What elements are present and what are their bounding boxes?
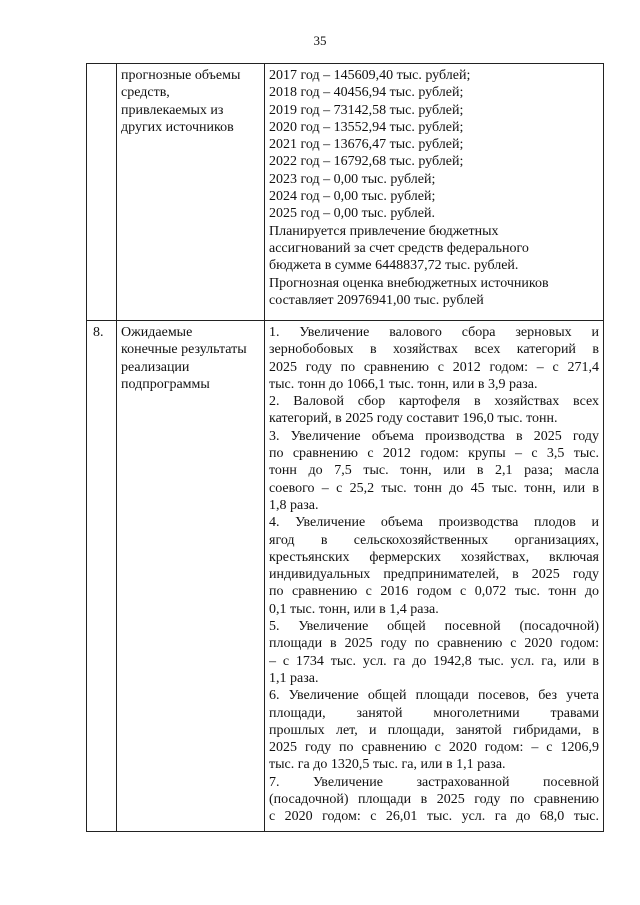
row-label bbox=[121, 321, 264, 393]
content-line: (посадочной) площади в 2025 году по сравнению bbox=[269, 792, 599, 808]
content-line: 2025 год – 0,00 тыс. рублей. bbox=[269, 206, 435, 222]
content-line: категорий, в 2025 году составит 196,0 тыс. тонн. bbox=[269, 411, 558, 427]
subprogram-passport-table bbox=[86, 63, 604, 832]
table-row bbox=[87, 64, 604, 321]
content-line: бюджета в сумме 6448837,72 тыс. рублей. bbox=[269, 258, 519, 274]
content-line: соевого – с 25,2 тыс. тонн до 45 тыс. тонн, или в bbox=[269, 480, 599, 496]
content-line: 2024 год – 0,00 тыс. рублей; bbox=[269, 189, 436, 205]
content-line: 1,1 раза. bbox=[269, 670, 319, 686]
label-line: реализации bbox=[121, 359, 190, 375]
content-line: с 2020 годом: с 26,01 тыс. усл. га до 68,0 тыс. bbox=[269, 809, 599, 825]
row-label-cell bbox=[117, 64, 265, 321]
row-label-cell bbox=[117, 321, 265, 832]
content-line: 2022 год – 16792,68 тыс. рублей; bbox=[269, 154, 464, 170]
content-line: составляет 20976941,00 тыс. рублей bbox=[269, 292, 484, 308]
label-line: средств, bbox=[121, 85, 170, 101]
content-line: зернобобовых в хозяйствах всех категорий в bbox=[269, 342, 599, 358]
content-line: 1. Увеличение валового сбора зерновых и bbox=[269, 325, 599, 340]
row-number-cell bbox=[87, 64, 117, 321]
page-number: 35 bbox=[313, 33, 327, 48]
row-number: 8. bbox=[93, 325, 104, 340]
content-line: 2025 году по сравнению с 2020 годом: – с 1206,9 bbox=[269, 740, 599, 756]
content-line: 2020 год – 13552,94 тыс. рублей; bbox=[269, 119, 464, 135]
content-line: площади, занятой многолетними травами bbox=[269, 705, 599, 721]
content-line: 0,1 тыс. тонн, или в 1,4 раза. bbox=[269, 601, 439, 617]
label-line: Ожидаемые bbox=[121, 325, 193, 340]
content-line: тыс. га до 1320,5 тыс. га, или в 1,1 раза. bbox=[269, 757, 506, 773]
content-line: 3. Увеличение объема производства в 2025 году bbox=[269, 428, 599, 444]
content-line: 5. Увеличение общей посевной (посадочной) bbox=[269, 619, 599, 635]
content-line: ассигнований за счет средств федерального bbox=[269, 240, 529, 256]
content-line: 2023 год – 0,00 тыс. рублей; bbox=[269, 171, 436, 187]
content-line: 2025 году по сравнению с 2012 годом: – с 271,4 bbox=[269, 359, 599, 375]
content-line: Планируется привлечение бюджетных bbox=[269, 223, 499, 239]
content-line: 2. Валовой сбор картофеля в хозяйствах всех bbox=[269, 394, 599, 410]
content-line: 6. Увеличение общей площади посевов, без учета bbox=[269, 688, 599, 704]
table-row bbox=[87, 321, 604, 832]
content-line: 2019 год – 73142,58 тыс. рублей; bbox=[269, 102, 464, 118]
content-line: – с 1734 тыс. усл. га до 1942,8 тыс. усл. га, или в bbox=[269, 653, 599, 669]
content-line: тонн до 7,5 тыс. тонн, или в 2,1 раза; масла bbox=[269, 463, 599, 479]
content-line: по сравнению с 2012 годом: крупы – с 3,5 тыс. bbox=[269, 446, 599, 462]
label-line: других источников bbox=[121, 119, 234, 135]
content-line: тыс. тонн до 1066,1 тыс. тонн, или в 3,9 раза. bbox=[269, 376, 538, 392]
content-line: ягод в сельскохозяйственных организациях, bbox=[269, 532, 599, 548]
label-line: подпрограммы bbox=[121, 376, 210, 392]
content-line: площади в 2025 году по сравнению с 2020 годом: bbox=[269, 636, 599, 652]
content-line: прошлых лет, и площади, занятой гибридами, в bbox=[269, 722, 599, 738]
content-line: по сравнению с 2016 годом с 0,072 тыс. тонн до bbox=[269, 584, 599, 600]
content-line: 7. Увеличение застрахованной посевной bbox=[269, 774, 599, 790]
row-content-cell bbox=[265, 64, 604, 321]
content-line: 2021 год – 13676,47 тыс. рублей; bbox=[269, 137, 464, 153]
row-content bbox=[269, 64, 599, 309]
content-line: Прогнозная оценка внебюджетных источников bbox=[269, 275, 549, 291]
row-content-cell bbox=[265, 321, 604, 832]
content-line: 2017 год – 145609,40 тыс. рублей; bbox=[269, 68, 471, 83]
row-content bbox=[269, 321, 599, 831]
content-line: индивидуальных предпринимателей, в 2025 году bbox=[269, 567, 599, 583]
content-line: крестьянских фермерских хозяйствах, включая bbox=[269, 549, 599, 565]
label-line: прогнозные объемы bbox=[121, 68, 241, 83]
content-line: 1,8 раза. bbox=[269, 497, 319, 513]
content-line: 4. Увеличение объема производства плодов и bbox=[269, 515, 599, 531]
row-number-cell bbox=[87, 321, 117, 832]
label-line: конечные результаты bbox=[121, 342, 247, 358]
content-line: 2018 год – 40456,94 тыс. рублей; bbox=[269, 85, 464, 101]
row-label bbox=[121, 64, 264, 136]
label-line: привлекаемых из bbox=[121, 102, 224, 118]
